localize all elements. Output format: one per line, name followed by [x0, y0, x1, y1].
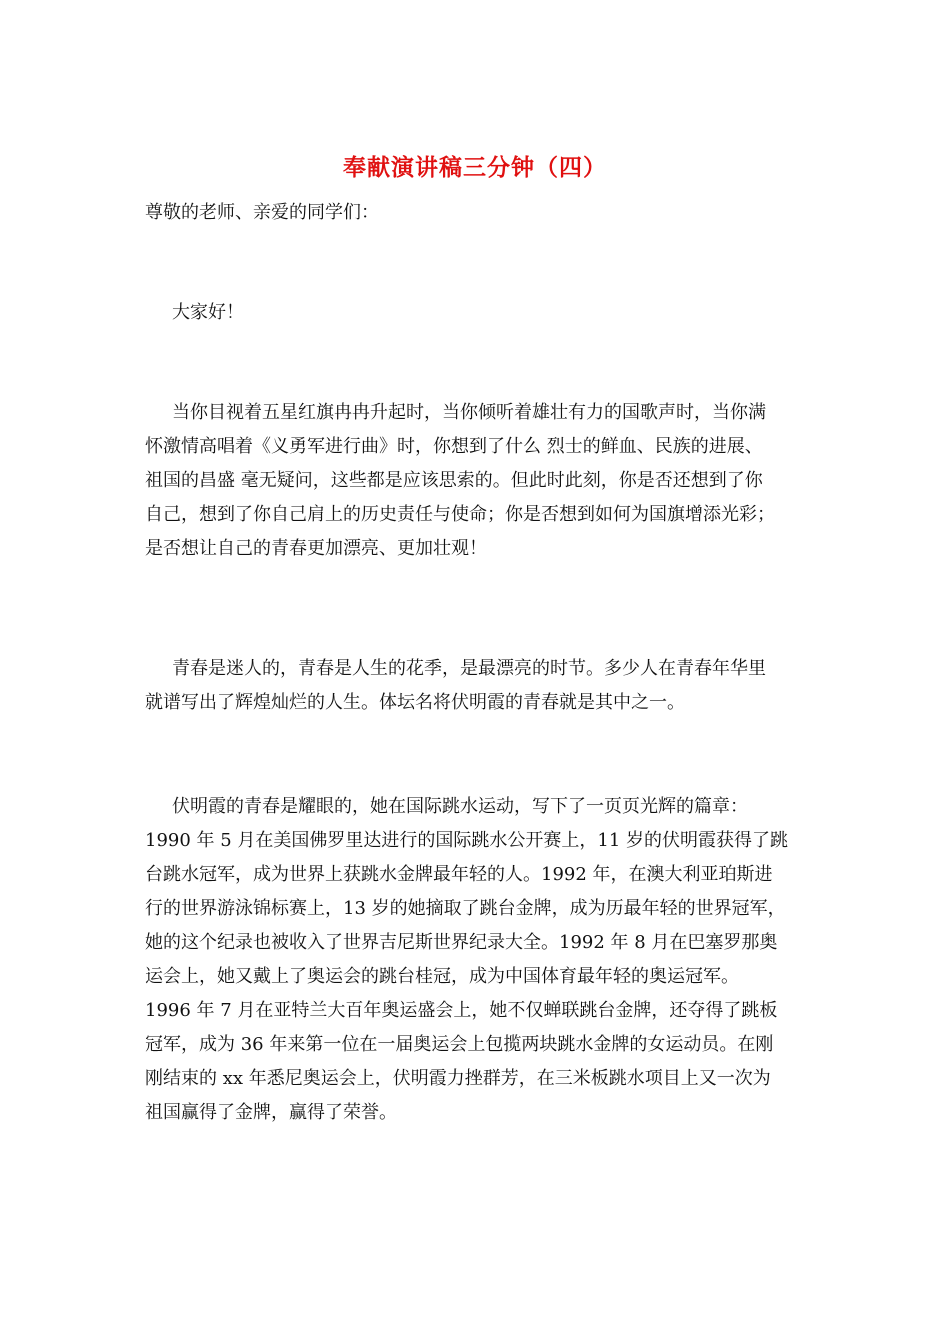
paragraph-line: 她的这个纪录也被收入了世界吉尼斯世界纪录大全。1992 年 8 月在巴塞罗那奥	[145, 932, 778, 953]
paragraph-3	[145, 790, 810, 1130]
paragraph-line: 就谱写出了辉煌灿烂的人生。体坛名将伏明霞的青春就是其中之一。	[145, 692, 685, 713]
paragraph-line: 是否想让自己的青春更加漂亮、更加壮观！	[145, 538, 487, 559]
paragraph-line: 自己，想到了你自己肩上的历史责任与使命；你是否想到如何为国旗增添光彩；	[145, 504, 775, 525]
paragraph-line: 台跳水冠军，成为世界上获跳水金牌最年轻的人。1992 年，在澳大利亚珀斯进	[145, 864, 773, 885]
paragraph-1	[145, 396, 810, 566]
paragraph-line: 刚结束的 xx 年悉尼奥运会上，伏明霞力挫群芳，在三米板跳水项目上又一次为	[145, 1068, 771, 1089]
paragraph-line: 1990 年 5 月在美国佛罗里达进行的国际跳水公开赛上，11 岁的伏明霞获得了跳	[145, 830, 789, 851]
paragraph-line: 行的世界游泳锦标赛上，13 岁的她摘取了跳台金牌，成为历最年轻的世界冠军，	[145, 898, 786, 919]
salutation-line: 尊敬的老师、亲爱的同学们：	[145, 202, 379, 223]
page-title: 奉献演讲稿三分钟（四）	[343, 154, 607, 181]
paragraph-2	[145, 652, 810, 720]
paragraph-line: 运会上，她又戴上了奥运会的跳台桂冠，成为中国体育最年轻的奥运冠军。	[145, 966, 739, 987]
greeting	[145, 296, 810, 330]
paragraph-line: 当你目视着五星红旗冉冉升起时，当你倾听着雄壮有力的国歌声时，当你满	[172, 402, 766, 423]
paragraph-line: 祖国赢得了金牌，赢得了荣誉。	[145, 1102, 397, 1123]
paragraph-line: 伏明霞的青春是耀眼的，她在国际跳水运动，写下了一页页光辉的篇章：	[172, 796, 748, 817]
paragraph-line: 冠军，成为 36 年来第一位在一届奥运会上包揽两块跳水金牌的女运动员。在刚	[145, 1034, 774, 1055]
greeting-line: 大家好！	[172, 302, 244, 323]
paragraph-line: 祖国的昌盛 毫无疑问，这些都是应该思索的。但此时此刻，你是否还想到了你	[145, 470, 763, 491]
paragraph-line: 怀激情高唱着《义勇军进行曲》时，你想到了什么 烈士的鲜血、民族的进展、	[145, 436, 763, 457]
salutation	[145, 196, 810, 230]
paragraph-line: 1996 年 7 月在亚特兰大百年奥运盛会上，她不仅蝉联跳台金牌，还夺得了跳板	[145, 1000, 778, 1021]
paragraph-line: 青春是迷人的，青春是人生的花季，是最漂亮的时节。多少人在青春年华里	[172, 658, 766, 679]
